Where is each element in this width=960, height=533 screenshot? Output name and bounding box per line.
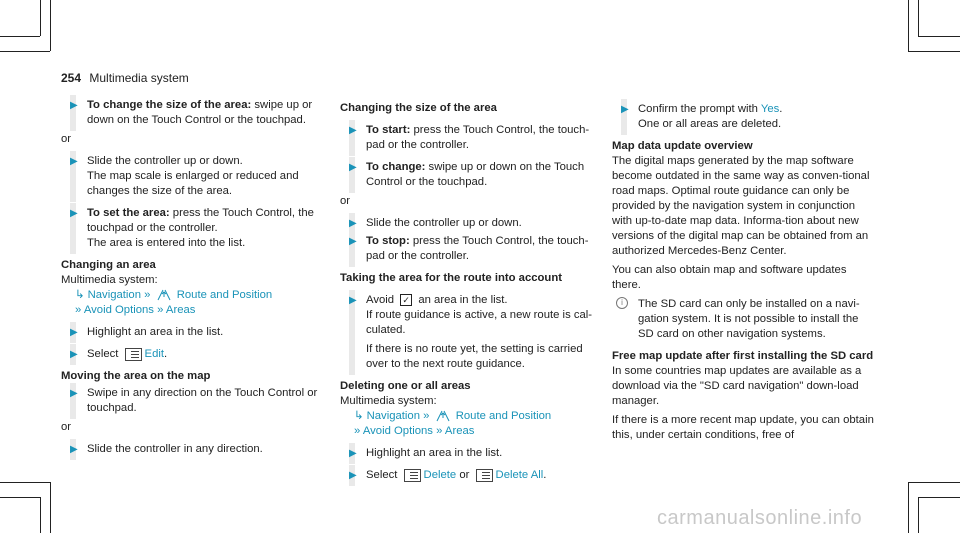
- crop-mark: [0, 51, 50, 52]
- route-position-icon: [436, 410, 450, 422]
- instruction-step: ▶ Slide the controller up or down.: [340, 216, 602, 231]
- instruction-step: ▶ Highlight an area in the list.: [61, 325, 323, 340]
- step-arrow-icon: ▶: [621, 104, 629, 115]
- instruction-step: ▶ Confirm the prompt with Yes. One or all areas are deleted.: [612, 102, 874, 132]
- path-areas: Areas: [444, 425, 475, 437]
- crop-mark: [918, 0, 919, 36]
- instruction-step: ▶ Swipe in any direction on the Touch Control or touchpad.: [61, 386, 323, 416]
- page-number: 254: [61, 71, 82, 85]
- path-navigation: Navigation: [87, 289, 141, 301]
- step-arrow-icon: ▶: [70, 444, 78, 455]
- step-result: If there is no route yet, the setting is carried over to the next route guidance.: [366, 343, 583, 370]
- instruction-step: ▶ To change: swipe up or down on the Touch Control or the touchpad.: [340, 160, 602, 190]
- crop-mark: [918, 497, 919, 533]
- step-arrow-icon: ▶: [70, 388, 78, 399]
- instruction-step: ▶ To change the size of the area: swipe up or down on the Touch Control or the touchpad.: [61, 98, 323, 128]
- step-arrow-icon: ▶: [349, 125, 357, 136]
- section-heading: Changing an area: [61, 259, 156, 271]
- info-note: i The SD card can only be installed on a navi-gation system. It is not possible to install the SD card on other navigation systems.: [612, 297, 874, 342]
- column-1: [61, 98, 323, 457]
- system-label: Multimedia system:: [61, 274, 158, 286]
- step-arrow-icon: ▶: [349, 218, 357, 229]
- step-arrow-icon: ▶: [70, 100, 78, 111]
- step-result: If route guidance is active, a new route is cal-culated.: [366, 309, 593, 336]
- step-arrow-icon: ▶: [70, 327, 78, 338]
- list-menu-icon: [476, 469, 493, 482]
- step-arrow-icon: ▶: [70, 156, 78, 167]
- step-arrow-icon: ▶: [70, 208, 78, 219]
- step-arrow-icon: ▶: [349, 236, 357, 247]
- result-arrow-icon: ↳: [75, 289, 85, 301]
- step-result: One or all areas are deleted.: [638, 118, 782, 130]
- step-arrow-icon: ▶: [70, 349, 78, 360]
- system-label: Multimedia system:: [340, 395, 437, 407]
- path-avoid-options: Avoid Options: [362, 425, 433, 437]
- menu-path: [61, 288, 323, 318]
- list-menu-icon: [125, 348, 142, 361]
- path-avoid-options: Avoid Options: [83, 304, 154, 316]
- crop-mark: [908, 0, 909, 51]
- section-heading: Map data update overview: [612, 140, 753, 152]
- instruction-step: ▶ Select Delete or Delete All.: [340, 468, 602, 483]
- path-chevron-icon: »: [423, 410, 430, 422]
- crop-mark: [918, 36, 960, 37]
- crop-mark: [0, 482, 50, 483]
- path-route-position: Route and Position: [455, 410, 552, 422]
- body-paragraph: You can also obtain map and software updates there.: [612, 264, 847, 291]
- body-paragraph: The digital maps generated by the map software become outdated in the same way as conven-tional road maps. Optimal route guidance can only be provided by the navigation system in conjunction with up-to-date map data. Informa-tion about new versions of the digital map can be obtained from an authorized Mercedes-Benz Center.: [612, 155, 870, 257]
- watermark: carmanualsonline.info: [657, 507, 863, 529]
- crop-mark: [908, 51, 960, 52]
- or-text: or: [61, 421, 72, 433]
- crop-mark: [918, 497, 960, 498]
- path-chevron-icon: »: [354, 425, 361, 437]
- path-route-position: Route and Position: [176, 289, 273, 301]
- path-chevron-icon: »: [157, 304, 164, 316]
- delete-link: Delete: [423, 469, 457, 481]
- section-heading: Deleting one or all areas: [340, 380, 471, 392]
- step-result: The map scale is enlarged or reduced and changes the size of the area.: [87, 170, 299, 197]
- crop-mark: [40, 0, 41, 36]
- step-result: The area is entered into the list.: [87, 237, 246, 249]
- path-areas: Areas: [165, 304, 196, 316]
- step-arrow-icon: ▶: [349, 162, 357, 173]
- path-chevron-icon: »: [144, 289, 151, 301]
- instruction-step: ▶ Highlight an area in the list.: [340, 446, 602, 461]
- instruction-step: ▶ Select Edit.: [61, 347, 323, 362]
- instruction-step: ▶ To start: press the Touch Control, the touch-pad or the controller.: [340, 123, 602, 153]
- crop-mark: [40, 497, 41, 533]
- instruction-step: ▶ Slide the controller in any direction.: [61, 442, 323, 457]
- crop-mark: [908, 482, 960, 483]
- section-heading: Free map update after first installing the SD card: [612, 350, 874, 362]
- crop-mark: [908, 482, 909, 533]
- yes-link: Yes: [760, 103, 780, 115]
- route-position-icon: [157, 289, 171, 301]
- menu-path: [340, 409, 602, 439]
- section-title: Multimedia system: [89, 71, 189, 85]
- section-heading: Changing the size of the area: [340, 102, 497, 114]
- instruction-step: ▶ Avoid ✓ an area in the list. If route guidance is active, a new route is cal-culated. If there is no route yet, the setting is carried over to the next route guidance.: [340, 293, 602, 372]
- column-2: [340, 98, 602, 483]
- column-3: [612, 98, 874, 443]
- edit-link: Edit: [144, 348, 165, 360]
- page-header: [61, 71, 189, 85]
- path-chevron-icon: »: [75, 304, 82, 316]
- or-text: or: [340, 195, 351, 207]
- crop-mark: [50, 482, 51, 533]
- instruction-step: ▶ To set the area: press the Touch Control, the touchpad or the controller. The area is entered into the list.: [61, 206, 323, 251]
- or-text: or: [61, 133, 72, 145]
- section-heading: Moving the area on the map: [61, 370, 211, 382]
- step-arrow-icon: ▶: [349, 470, 357, 481]
- instruction-step: ▶ To stop: press the Touch Control, the touch-pad or the controller.: [340, 234, 602, 264]
- list-menu-icon: [404, 469, 421, 482]
- step-arrow-icon: ▶: [349, 448, 357, 459]
- body-paragraph: In some countries map updates are available as a download via the "SD card navigation" down-load manager.: [612, 365, 862, 407]
- delete-all-link: Delete All: [495, 469, 544, 481]
- result-arrow-icon: ↳: [354, 410, 364, 422]
- step-arrow-icon: ▶: [349, 295, 357, 306]
- checkbox-checked-icon: ✓: [400, 294, 412, 306]
- body-paragraph: If there is a more recent map update, you can obtain this, under certain conditions, free of: [612, 414, 874, 441]
- crop-mark: [0, 497, 40, 498]
- info-note-icon: i: [616, 297, 628, 309]
- path-chevron-icon: »: [436, 425, 443, 437]
- path-navigation: Navigation: [366, 410, 420, 422]
- crop-mark: [50, 0, 51, 51]
- crop-mark: [0, 36, 40, 37]
- instruction-step: ▶ Slide the controller up or down. The map scale is enlarged or reduced and changes the size of the area.: [61, 154, 323, 199]
- section-heading: Taking the area for the route into account: [340, 272, 562, 284]
